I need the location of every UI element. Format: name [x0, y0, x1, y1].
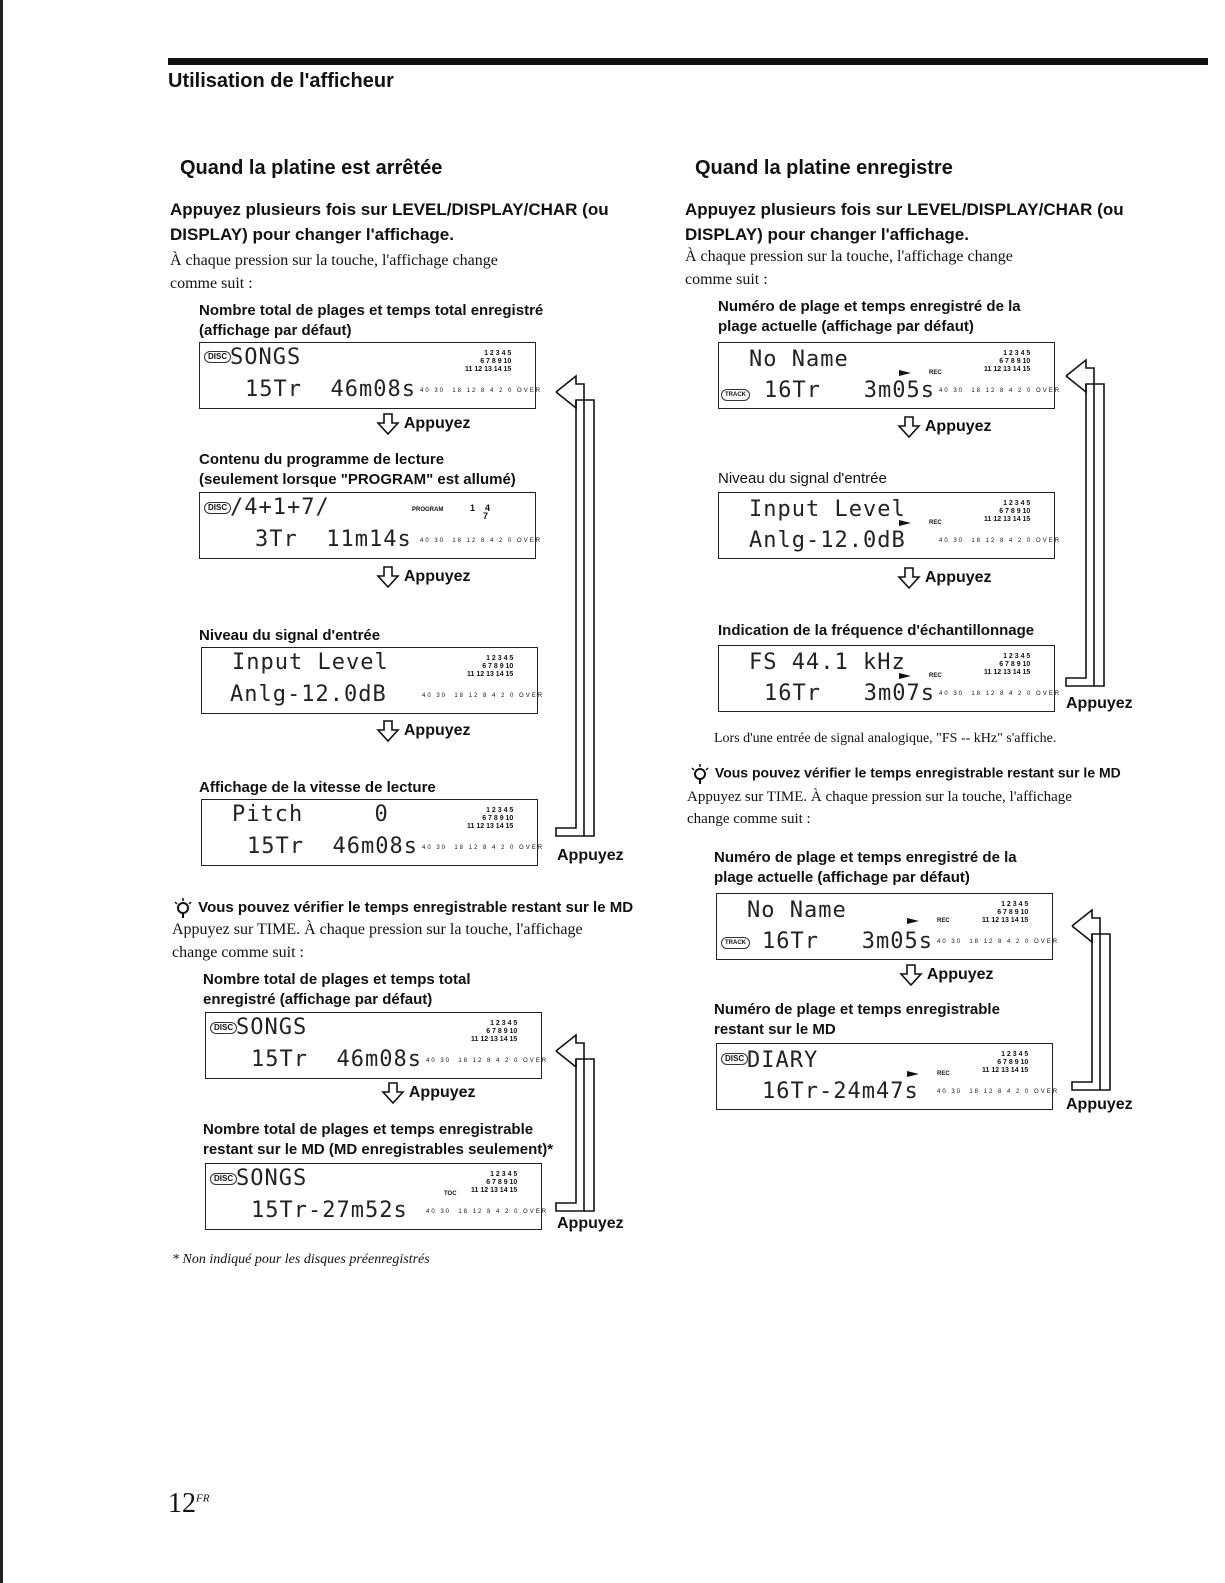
lcd-line-1: Input Level: [749, 497, 906, 522]
track-grid: 1 2 3 4 5 6 7 8 9 10 11 12 13 14 15: [471, 1020, 518, 1043]
lcd-line-1: SONGS: [230, 345, 302, 370]
right-note: Lors d'une entrée de signal analogique, "FS -- kHz" s'affiche.: [714, 731, 1057, 746]
left-tip-body-2: change comme suit :: [172, 944, 304, 961]
track-grid: 1 2 3 4 5 6 7 8 9 10 11 12 13 14 15: [467, 807, 514, 830]
lcd-line-1: /4+1+7/: [230, 495, 330, 520]
track-grid: 1 2 3 4 5 6 7 8 9 10 11 12 13 14 15: [982, 901, 1029, 924]
left-caption-3: Niveau du signal d'entrée: [199, 627, 381, 644]
program-indicator: PROGRAM: [412, 507, 444, 513]
cycle-bracket-icon: [1058, 350, 1118, 690]
cycle-bracket-icon: [1064, 900, 1124, 1096]
lcd-line-2: 16Tr-24m47s: [762, 1079, 919, 1104]
level-meter: 40 30 18 12 8 4 2 0 OVER: [420, 538, 543, 544]
appuyez-label: Appuyez: [926, 966, 994, 984]
level-meter: 40 30 18 12 8 4 2 0 OVER: [426, 1058, 549, 1064]
lcd-line-2: 15Tr-27m52s: [251, 1198, 408, 1223]
lcd-line-1: DIARY: [747, 1048, 819, 1073]
down-arrow-icon: [376, 720, 400, 742]
disc-badge: DISC: [210, 1173, 237, 1185]
left-caption-2a: Contenu du programme de lecture: [199, 451, 445, 468]
toc-indicator: TOC: [444, 1191, 457, 1197]
lcd-line-2: 16Tr 3m05s: [762, 929, 933, 954]
rec-indicator: REC: [929, 673, 942, 679]
press-step-right-1: [897, 416, 992, 438]
lcd-line-1: SONGS: [236, 1015, 308, 1040]
level-meter: 40 30 18 12 8 4 2 0 OVER: [937, 939, 1060, 945]
lcd-display-right-3: [718, 645, 1062, 712]
lcd-line-1: No Name: [747, 898, 847, 923]
program-digit-7: 7: [483, 511, 489, 521]
page-number-suffix: FR: [196, 1492, 210, 1505]
record-play-icon: [907, 1071, 919, 1077]
right-tip-body-2: change comme suit :: [687, 811, 811, 827]
down-arrow-icon: [897, 416, 921, 438]
track-grid: 1 2 3 4 5 6 7 8 9 10 11 12 13 14 15: [471, 1171, 518, 1194]
left-caption-1a: Nombre total de plages et temps total enregistré: [199, 302, 544, 319]
level-meter: 40 30 18 12 8 4 2 0 OVER: [939, 691, 1062, 697]
lcd-display-right-1: [718, 342, 1062, 409]
left-intro-1: À chaque pression sur la touche, l'affichage change: [170, 252, 498, 269]
page-header: Utilisation de l'afficheur: [168, 70, 394, 92]
press-step-left-3: [376, 720, 471, 742]
disc-badge: DISC: [210, 1022, 237, 1034]
right-caption-5a: Numéro de plage et temps enregistrable: [714, 1001, 1000, 1018]
record-play-icon: [899, 520, 911, 526]
track-badge: TRACK: [721, 937, 750, 949]
lightbulb-icon: [172, 897, 194, 919]
left-caption-6b: restant sur le MD (MD enregistrables seulement)*: [203, 1141, 554, 1158]
right-caption-4a: Numéro de plage et temps enregistré de la: [714, 849, 1017, 866]
track-grid: 1 2 3 4 5 6 7 8 9 10 11 12 13 14 15: [984, 350, 1031, 373]
press-return-right-b: Appuyez: [1066, 1096, 1133, 1113]
rec-indicator: REC: [937, 1071, 950, 1077]
right-caption-4b: plage actuelle (affichage par défaut): [714, 869, 970, 886]
level-meter: 40 30 18 12 8 4 2 0 OVER: [422, 845, 545, 851]
lcd-line-2: 15Tr 46m08s: [245, 377, 416, 402]
down-arrow-icon: [376, 566, 400, 588]
lightbulb-icon: [689, 763, 711, 785]
level-meter: 40 30 18 12 8 4 2 0 OVER: [426, 1209, 549, 1215]
press-return-right-a: Appuyez: [1066, 695, 1133, 712]
left-intro-2: comme suit :: [170, 275, 253, 292]
appuyez-label: Appuyez: [403, 415, 471, 433]
lcd-line-1: SONGS: [236, 1166, 308, 1191]
level-meter: 40 30 18 12 8 4 2 0 OVER: [937, 1089, 1060, 1095]
lcd-display-right-2: [718, 492, 1062, 559]
level-meter: 40 30 18 12 8 4 2 0 OVER: [939, 388, 1062, 394]
cycle-bracket-icon: [540, 360, 600, 840]
lcd-line-1: No Name: [749, 347, 849, 372]
left-caption-5b: enregistré (affichage par défaut): [203, 991, 433, 1008]
right-caption-2: Niveau du signal d'entrée: [718, 470, 887, 487]
lcd-display-left-5: [205, 1012, 549, 1079]
appuyez-label: Appuyez: [924, 569, 992, 587]
page-edge: [0, 0, 3, 1583]
record-play-icon: [899, 673, 911, 679]
rec-indicator: REC: [929, 370, 942, 376]
left-instruction: Appuyez plusieurs fois sur LEVEL/DISPLAY/CHAR (ou DISPLAY) pour changer l'affichage.: [170, 200, 609, 244]
rec-indicator: REC: [929, 520, 942, 526]
lcd-line-2: 15Tr 46m08s: [251, 1047, 422, 1072]
left-caption-6a: Nombre total de plages et temps enregistrable: [203, 1121, 534, 1138]
right-caption-5b: restant sur le MD: [714, 1021, 836, 1038]
appuyez-label: Appuyez: [403, 722, 471, 740]
tip-title: Vous pouvez vérifier le temps enregistrable restant sur le MD: [714, 764, 1121, 781]
left-tip: [172, 897, 633, 919]
press-step-right-4: [899, 964, 994, 986]
lcd-line-2: 16Tr 3m07s: [764, 681, 935, 706]
level-meter: 40 30 18 12 8 4 2 0 OVER: [420, 388, 543, 394]
level-meter: 40 30 18 12 8 4 2 0 OVER: [422, 693, 545, 699]
disc-badge: DISC: [721, 1053, 748, 1065]
appuyez-label: Appuyez: [403, 568, 471, 586]
record-play-icon: [899, 370, 911, 376]
right-section-title: Quand la platine enregistre: [695, 157, 953, 179]
down-arrow-icon: [381, 1082, 405, 1104]
right-caption-1b: plage actuelle (affichage par défaut): [718, 318, 974, 335]
left-caption-4: Affichage de la vitesse de lecture: [199, 779, 436, 796]
down-arrow-icon: [897, 567, 921, 589]
page-number-value: 12: [168, 1488, 196, 1519]
lcd-display-left-3: [201, 647, 545, 714]
lcd-line-1: Input Level: [232, 650, 389, 675]
appuyez-label: Appuyez: [924, 418, 992, 436]
press-step-left-1: [376, 413, 471, 435]
press-return-left-a: Appuyez: [557, 847, 624, 864]
left-caption-2b: (seulement lorsque "PROGRAM" est allumé): [199, 471, 516, 488]
lcd-display-right-4: [716, 893, 1060, 960]
right-intro-1: À chaque pression sur la touche, l'affichage change: [685, 248, 1013, 265]
lcd-line-2: Anlg-12.0dB: [749, 528, 906, 553]
page-number: [168, 1488, 209, 1520]
rec-indicator: REC: [937, 918, 950, 924]
footnote: * Non indiqué pour les disques préenregistrés: [172, 1252, 430, 1267]
cycle-bracket-icon: [548, 1025, 608, 1215]
lcd-line-2: 15Tr 46m08s: [247, 834, 418, 859]
press-step-left-2: [376, 566, 471, 588]
press-step-right-2: [897, 567, 992, 589]
down-arrow-icon: [376, 413, 400, 435]
track-grid: 1 2 3 4 5 6 7 8 9 10 11 12 13 14 15: [982, 1051, 1029, 1074]
right-intro-2: comme suit :: [685, 271, 768, 288]
press-return-left-b: Appuyez: [557, 1215, 624, 1232]
lcd-line-1: FS 44.1 kHz: [749, 650, 906, 675]
lcd-line-2: 16Tr 3m05s: [764, 378, 935, 403]
lcd-line-2: Anlg-12.0dB: [230, 682, 387, 707]
disc-badge: DISC: [204, 502, 231, 514]
program-digits: 1 4: [470, 503, 491, 513]
lcd-line-1: Pitch 0: [232, 802, 389, 827]
record-play-icon: [907, 918, 919, 924]
lcd-display-left-4: [201, 799, 545, 866]
lcd-display-right-5: [716, 1043, 1060, 1110]
left-tip-body-1: Appuyez sur TIME. À chaque pression sur la touche, l'affichage: [172, 921, 583, 938]
header-rule: [168, 58, 1208, 65]
track-badge: TRACK: [721, 389, 750, 401]
disc-badge: DISC: [204, 351, 231, 363]
track-grid: 1 2 3 4 5 6 7 8 9 10 11 12 13 14 15: [984, 653, 1031, 676]
left-caption-5a: Nombre total de plages et temps total: [203, 971, 471, 988]
right-instruction: Appuyez plusieurs fois sur LEVEL/DISPLAY/CHAR (ou DISPLAY) pour changer l'affichage.: [685, 200, 1124, 244]
lcd-line-2: 3Tr 11m14s: [255, 527, 412, 552]
right-tip-body-1: Appuyez sur TIME. À chaque pression sur la touche, l'affichage: [687, 789, 1072, 805]
right-caption-1a: Numéro de plage et temps enregistré de la: [718, 298, 1021, 315]
track-grid: 1 2 3 4 5 6 7 8 9 10 11 12 13 14 15: [984, 500, 1031, 523]
level-meter: 40 30 18 12 8 4 2 0 OVER: [939, 538, 1062, 544]
appuyez-label: Appuyez: [408, 1084, 476, 1102]
track-grid: 1 2 3 4 5 6 7 8 9 10 11 12 13 14 15: [467, 655, 514, 678]
right-caption-3: Indication de la fréquence d'échantillonnage: [718, 622, 1035, 639]
left-section-title: Quand la platine est arrêtée: [180, 157, 443, 179]
lcd-display-left-2: [199, 492, 543, 559]
right-tip: [689, 763, 1121, 785]
left-caption-1b: (affichage par défaut): [199, 322, 352, 339]
down-arrow-icon: [899, 964, 923, 986]
press-step-left-5: [381, 1082, 476, 1104]
lcd-display-left-6: [205, 1163, 549, 1230]
tip-title: Vous pouvez vérifier le temps enregistrable restant sur le MD: [198, 898, 634, 916]
track-grid: 1 2 3 4 5 6 7 8 9 10 11 12 13 14 15: [465, 350, 512, 373]
lcd-display-left-1: [199, 342, 543, 409]
